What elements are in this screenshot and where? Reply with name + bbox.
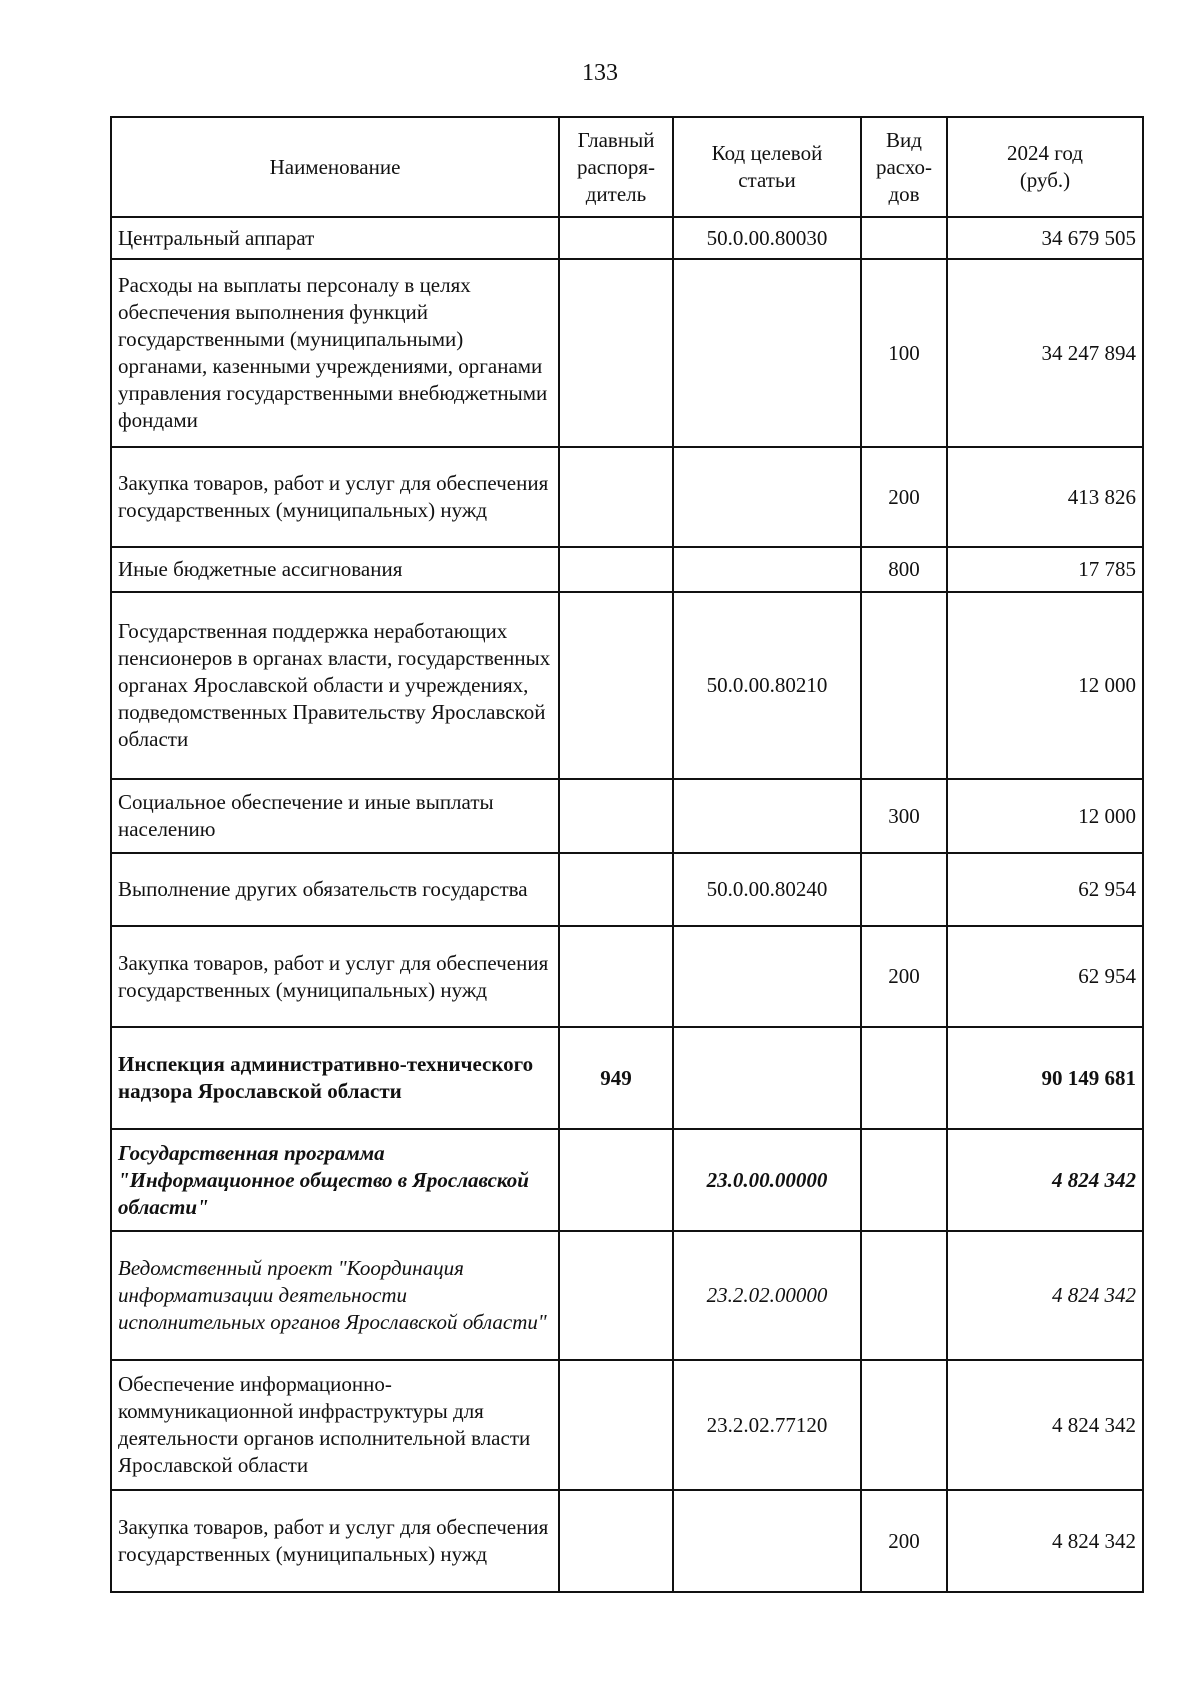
row-name: Государственная программа "Информационное общество в Ярославской области" (111, 1129, 559, 1231)
row-kind: 200 (861, 926, 947, 1027)
row-kind: 100 (861, 259, 947, 447)
header-expense-kind: Вид расхо- дов (861, 117, 947, 217)
row-code (673, 259, 861, 447)
table-body (111, 217, 1143, 1592)
row-kind (861, 217, 947, 259)
row-code: 50.0.00.80210 (673, 592, 861, 779)
row-code: 50.0.00.80240 (673, 853, 861, 926)
row-kind (861, 1129, 947, 1231)
header-row (111, 117, 1143, 217)
row-kind: 300 (861, 779, 947, 853)
row-amount: 90 149 681 (947, 1027, 1143, 1129)
row-kind: 200 (861, 1490, 947, 1592)
row-manager (559, 1360, 673, 1490)
table-row (111, 779, 1143, 853)
row-name: Закупка товаров, работ и услуг для обеспечения государственных (муниципальных) нужд (111, 447, 559, 547)
row-name: Иные бюджетные ассигнования (111, 547, 559, 592)
row-name: Выполнение других обязательств государства (111, 853, 559, 926)
table-row (111, 217, 1143, 259)
row-amount: 62 954 (947, 926, 1143, 1027)
row-amount: 62 954 (947, 853, 1143, 926)
row-code (673, 1027, 861, 1129)
row-code (673, 1490, 861, 1592)
row-name: Закупка товаров, работ и услуг для обеспечения государственных (муниципальных) нужд (111, 926, 559, 1027)
row-kind: 200 (861, 447, 947, 547)
row-amount: 4 824 342 (947, 1231, 1143, 1360)
row-manager: 949 (559, 1027, 673, 1129)
table-row (111, 926, 1143, 1027)
row-name: Закупка товаров, работ и услуг для обеспечения государственных (муниципальных) нужд (111, 1490, 559, 1592)
row-manager (559, 779, 673, 853)
row-amount: 12 000 (947, 592, 1143, 779)
row-name: Инспекция административно-технического надзора Ярославской области (111, 1027, 559, 1129)
row-code (673, 779, 861, 853)
row-code: 23.0.00.00000 (673, 1129, 861, 1231)
header-target-code: Код целевой статьи (673, 117, 861, 217)
table-row (111, 592, 1143, 779)
row-amount: 17 785 (947, 547, 1143, 592)
row-kind (861, 1360, 947, 1490)
row-amount: 34 247 894 (947, 259, 1143, 447)
row-manager (559, 1129, 673, 1231)
row-kind (861, 592, 947, 779)
table-row (111, 259, 1143, 447)
row-amount: 12 000 (947, 779, 1143, 853)
header-main-manager: Главный распоря- дитель (559, 117, 673, 217)
row-kind: 800 (861, 547, 947, 592)
row-name: Расходы на выплаты персоналу в целях обеспечения выполнения функций государственными (муниципальными) органами, казенными учреждениями, органами управления государственными внебюджетными фондами (111, 259, 559, 447)
row-manager (559, 447, 673, 547)
table-row (111, 1027, 1143, 1129)
row-name: Социальное обеспечение и иные выплаты населению (111, 779, 559, 853)
row-manager (559, 592, 673, 779)
row-amount: 4 824 342 (947, 1490, 1143, 1592)
table-row (111, 1231, 1143, 1360)
table-header (111, 117, 1143, 217)
row-manager (559, 1231, 673, 1360)
table-row (111, 1129, 1143, 1231)
row-manager (559, 853, 673, 926)
row-amount: 34 679 505 (947, 217, 1143, 259)
row-code: 23.2.02.00000 (673, 1231, 861, 1360)
row-amount: 413 826 (947, 447, 1143, 547)
row-manager (559, 217, 673, 259)
row-amount: 4 824 342 (947, 1360, 1143, 1490)
row-kind (861, 853, 947, 926)
row-manager (559, 547, 673, 592)
row-manager (559, 259, 673, 447)
header-name: Наименование (111, 117, 559, 217)
row-name: Центральный аппарат (111, 217, 559, 259)
row-amount: 4 824 342 (947, 1129, 1143, 1231)
header-year-2024: 2024 год (руб.) (947, 117, 1143, 217)
row-kind (861, 1027, 947, 1129)
table-row (111, 447, 1143, 547)
budget-table (110, 116, 1144, 1593)
table-row (111, 1360, 1143, 1490)
table-row (111, 853, 1143, 926)
row-code (673, 447, 861, 547)
row-code: 23.2.02.77120 (673, 1360, 861, 1490)
page-number: 133 (582, 60, 618, 86)
row-code: 50.0.00.80030 (673, 217, 861, 259)
row-name: Государственная поддержка неработающих пенсионеров в органах власти, государственных органах Ярославской области и учреждениях, подведомственных Правительству Ярославской области (111, 592, 559, 779)
row-manager (559, 926, 673, 1027)
row-code (673, 547, 861, 592)
row-manager (559, 1490, 673, 1592)
table-row (111, 1490, 1143, 1592)
table-row (111, 547, 1143, 592)
row-name: Обеспечение информационно-коммуникационной инфраструктуры для деятельности органов исполнительной власти Ярославской области (111, 1360, 559, 1490)
row-code (673, 926, 861, 1027)
row-kind (861, 1231, 947, 1360)
row-name: Ведомственный проект "Координация информатизации деятельности исполнительных органов Ярославской области" (111, 1231, 559, 1360)
